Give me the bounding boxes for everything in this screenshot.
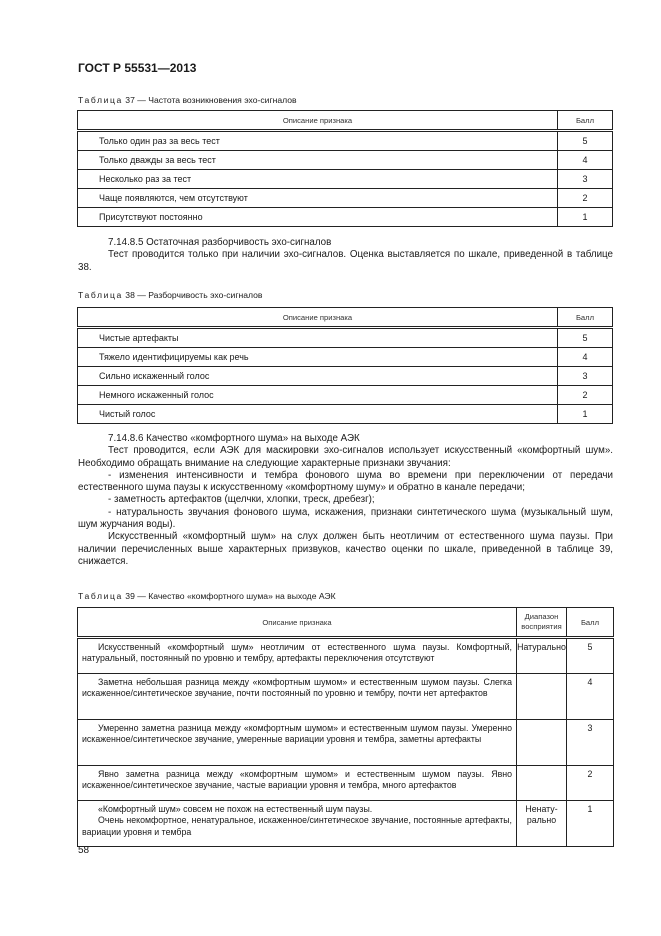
paragraph: Тест проводится, если АЭК для маскировки эхо-сигналов использует искусственный «комфортный шум». Необходимо обращать внимание на следующие характерные признаки звучания: — [78, 445, 613, 469]
table37-caption — [78, 95, 297, 105]
paragraph: Искусственный «комфортный шум» на слух должен быть неотличим от естественного шума паузы. При наличии перечисленных выше характерных призвуков, качество оценки по шкале, приведенной в таблице 39, снижается. — [78, 531, 613, 567]
row-desc: Чистые артефакты — [78, 328, 558, 348]
page-number: 58 — [78, 845, 90, 856]
desc-text: «Комфортный шум» совсем не похож на естественный шум паузы. — [98, 804, 373, 814]
caption-word: Таблица — [78, 591, 123, 601]
row-score: 2 — [567, 766, 614, 801]
col-score: Балл — [567, 608, 614, 638]
row-range: Ненату-рально — [517, 801, 567, 847]
desc-text: Искусственный «комфортный шум» неотличим от естественного шума паузы. Комфортный, натуральный, постоянный по уровню и тембру, артефакты переключения отсутствуют — [82, 642, 512, 664]
table-row — [78, 386, 613, 405]
row-desc: Сильно искаженный голос — [78, 367, 558, 386]
bullet: - изменения интенсивности и тембра фонового шума во времени при переключении от передачи естественного шума паузы к искусственному «комфортному шуму» и обратно в канале передачи; — [78, 469, 613, 494]
table-row — [78, 720, 614, 766]
caption-word: Таблица — [78, 95, 123, 105]
row-score: 4 — [558, 348, 613, 367]
table-row — [78, 151, 613, 170]
row-score: 3 — [567, 720, 614, 766]
row-desc: Присутствуют постоянно — [78, 208, 558, 227]
bullet: - натуральность звучания фонового шума, искажения, признаки синтетического шума (музыкальный шум, шум журчания воды). — [78, 506, 613, 531]
desc-text: Умеренно заметна разница между «комфортным шумом» и естественным шумом паузы. Умеренно искаженное/синтетическое звучание, умеренные вариации уровня и тембра, заметны артефакты — [82, 723, 512, 745]
row-score: 4 — [567, 674, 614, 720]
col-range: Диапазон восприятия — [517, 608, 567, 638]
table-row — [78, 674, 614, 720]
row-desc — [78, 638, 517, 674]
caption-text: 38 — Разборчивость эхо-сигналов — [122, 290, 263, 300]
row-desc: Тяжело идентифицируемы как речь — [78, 348, 558, 367]
section-7-14-8-6 — [78, 433, 613, 568]
row-desc: Только дважды за весь тест — [78, 151, 558, 170]
table-row — [78, 801, 614, 847]
caption-text: 37 — Частота возникновения эхо-сигналов — [122, 95, 297, 105]
row-score: 3 — [558, 367, 613, 386]
paragraph: Тест проводится только при наличии эхо-сигналов. Оценка выставляется по шкале, приведенной в таблице 38. — [78, 249, 613, 273]
table38 — [77, 307, 613, 424]
table39 — [77, 607, 614, 847]
table-row — [78, 367, 613, 386]
caption-word: Таблица — [78, 290, 123, 300]
row-desc: Несколько раз за тест — [78, 170, 558, 189]
table-row — [78, 170, 613, 189]
row-score: 5 — [558, 328, 613, 348]
row-score: 2 — [558, 189, 613, 208]
table-row — [78, 189, 613, 208]
row-desc: Чаще появляются, чем отсутствуют — [78, 189, 558, 208]
col-score: Балл — [558, 308, 613, 328]
row-score: 3 — [558, 170, 613, 189]
table-row — [78, 348, 613, 367]
row-desc — [78, 674, 517, 720]
table-row — [78, 638, 614, 674]
desc-text: Явно заметна разница между «комфортным шумом» и естественным шумом паузы. Явно искаженное/синтетическое звучание, частые вариации уровня и тембра, много артефактов — [82, 769, 512, 791]
row-range: Натурально — [517, 638, 567, 674]
row-score: 1 — [567, 801, 614, 847]
table39-caption — [78, 591, 336, 601]
table37 — [77, 110, 613, 227]
table38-caption — [78, 290, 262, 300]
section-heading: 7.14.8.5 Остаточная разборчивость эхо-сигналов — [108, 237, 332, 248]
table-row — [78, 131, 613, 151]
table-row — [78, 208, 613, 227]
row-score: 1 — [558, 208, 613, 227]
row-score: 4 — [558, 151, 613, 170]
row-desc: Чистый голос — [78, 405, 558, 424]
row-score: 2 — [558, 386, 613, 405]
row-desc — [78, 720, 517, 766]
row-desc: Только один раз за весь тест — [78, 131, 558, 151]
col-score: Балл — [558, 111, 613, 131]
row-desc — [78, 766, 517, 801]
section-heading: 7.14.8.6 Качество «комфортного шума» на выходе АЭК — [108, 433, 360, 444]
row-desc: Немного искаженный голос — [78, 386, 558, 405]
row-score: 5 — [567, 638, 614, 674]
col-description: Описание признака — [78, 308, 558, 328]
row-range — [517, 720, 567, 766]
desc-text: Заметна небольшая разница между «комфортным шумом» и естественным шумом паузы. Слегка искаженное/синтетическое звучание, почти постоянный по уровню и тембру, почти нет артефактов — [82, 677, 512, 699]
row-desc — [78, 801, 517, 847]
row-score: 5 — [558, 131, 613, 151]
table-row — [78, 405, 613, 424]
caption-text: 39 — Качество «комфортного шума» на выходе АЭК — [122, 591, 336, 601]
table-row — [78, 328, 613, 348]
row-range — [517, 674, 567, 720]
standard-header: ГОСТ Р 55531—2013 — [78, 61, 197, 75]
desc-text: Очень некомфортное, ненатуральное, искаженное/синтетическое звучание, постоянные артефакты, вариации уровня и тембра — [82, 815, 512, 837]
col-description: Описание признака — [78, 111, 558, 131]
col-description: Описание признака — [78, 608, 517, 638]
bullet: - заметность артефактов (щелчки, хлопки, треск, дребезг); — [108, 494, 375, 506]
row-score: 1 — [558, 405, 613, 424]
row-range — [517, 766, 567, 801]
section-7-14-8-5 — [78, 237, 613, 274]
table-row — [78, 766, 614, 801]
